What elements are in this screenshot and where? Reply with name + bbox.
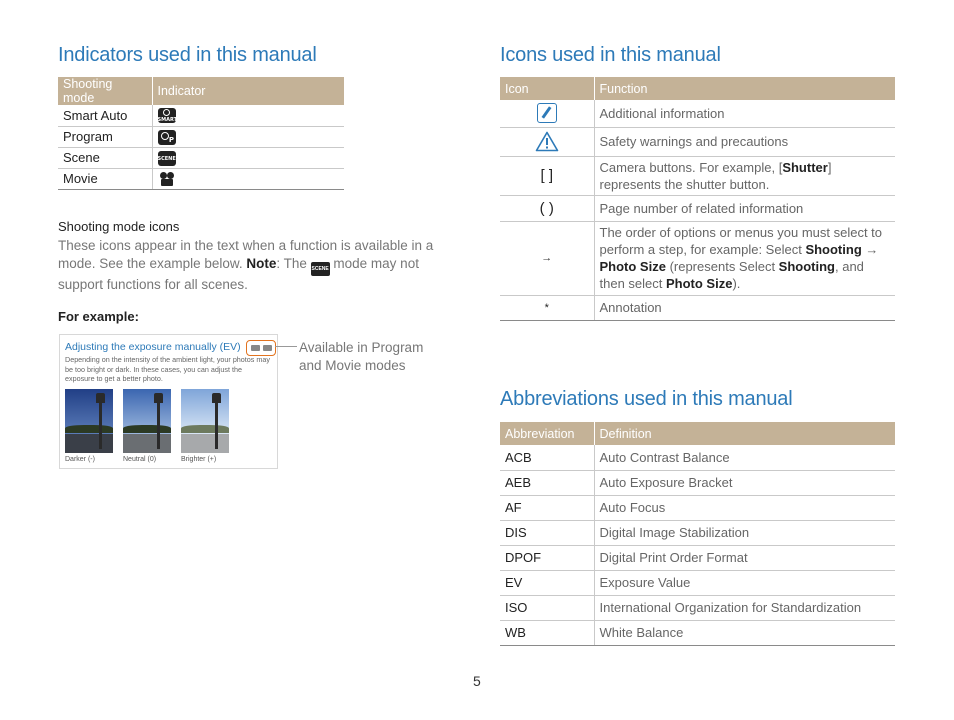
abbreviation: DIS xyxy=(500,520,594,545)
table-row xyxy=(500,100,895,127)
abbreviations-table xyxy=(500,422,895,646)
neutral-photo xyxy=(123,389,171,453)
asterisk-symbol: * xyxy=(500,295,594,320)
table-row xyxy=(500,545,895,570)
program-mode-icon xyxy=(251,345,260,351)
text-part: , and then select xyxy=(599,259,864,291)
mode-name: Scene xyxy=(58,147,152,168)
table-header-row xyxy=(58,77,344,105)
photo-caption: Brighter (+) xyxy=(181,456,217,463)
function-text xyxy=(594,156,895,195)
abbreviation: ACB xyxy=(500,445,594,470)
definition: Auto Exposure Bracket xyxy=(594,470,895,495)
button-name: Shutter xyxy=(782,159,828,175)
text-part: ] represents the shutter button. xyxy=(599,159,832,192)
abbreviation: ISO xyxy=(500,595,594,620)
definition: Auto Contrast Balance xyxy=(594,445,895,470)
column-header: Abbreviation xyxy=(500,422,594,445)
table-row xyxy=(500,570,895,595)
column-header: Shooting mode xyxy=(58,77,152,105)
function-text: Additional information xyxy=(594,100,895,127)
photo-caption: Neutral (0) xyxy=(123,456,157,463)
abbreviation: DPOF xyxy=(500,545,594,570)
function-text: Safety warnings and precautions xyxy=(594,127,895,156)
warning-icon xyxy=(535,131,559,152)
indicators-table xyxy=(58,77,344,190)
arrow-symbol: → xyxy=(500,221,594,295)
text-part: (represents Select xyxy=(665,259,779,274)
example-title: Adjusting the exposure manually (EV) xyxy=(65,341,241,353)
definition: White Balance xyxy=(594,620,895,645)
table-row xyxy=(58,105,344,126)
table-row xyxy=(500,221,895,295)
movie-mode-icon xyxy=(158,172,176,187)
definition: Digital Image Stabilization xyxy=(594,520,895,545)
note-label: Note xyxy=(246,256,277,271)
indicator-cell xyxy=(152,168,344,189)
callout-line xyxy=(275,346,297,347)
brighter-photo xyxy=(181,389,229,453)
description-text: : The xyxy=(276,256,311,271)
table-row xyxy=(500,595,895,620)
function-text xyxy=(594,221,895,295)
definition: Auto Focus xyxy=(594,495,895,520)
indicators-title: Indicators used in this manual xyxy=(58,44,317,66)
text-part: → xyxy=(861,242,879,257)
table-row xyxy=(58,147,344,168)
definition: Digital Print Order Format xyxy=(594,545,895,570)
darker-photo xyxy=(65,389,113,453)
table-header-row xyxy=(500,77,895,100)
bracket-symbol: [ ] xyxy=(500,156,594,195)
text-part: The order of options or menus you must select to perform a step, for example: Select xyxy=(599,225,883,257)
indicator-cell xyxy=(152,105,344,126)
example-text: Depending on the intensity of the ambient light, your photos may be too bright or dark. In these cases, you can adjust the exposure to get a better photo. xyxy=(65,355,270,383)
table-row xyxy=(500,520,895,545)
table-row xyxy=(500,195,895,221)
smart-auto-mode-icon xyxy=(158,108,176,123)
table-header-row xyxy=(500,422,895,445)
table-row xyxy=(58,126,344,147)
definition: International Organization for Standardization xyxy=(594,595,895,620)
mode-icon-tag: SMART xyxy=(157,117,177,124)
column-header: Icon xyxy=(500,77,594,100)
shooting-mode-icons-heading: Shooting mode icons xyxy=(58,219,180,234)
description-text: mode may not support functions for all scenes. xyxy=(58,256,419,292)
mode-name: Smart Auto xyxy=(58,105,152,126)
table-row xyxy=(500,156,895,195)
menu-name: Photo Size xyxy=(599,259,666,274)
menu-name: Shooting xyxy=(778,259,835,274)
icons-table xyxy=(500,77,895,321)
mode-availability-badge xyxy=(246,340,276,356)
parenthesis-symbol: ( ) xyxy=(500,195,594,221)
icon-cell xyxy=(500,100,594,127)
text-part: ). xyxy=(732,276,741,291)
callout-text: Available in Program and Movie modes xyxy=(299,340,424,373)
mode-icon-tag: SCENE xyxy=(157,155,176,162)
description-text: These icons appear in the text when a function is available in a mode. See the example below. xyxy=(58,238,434,271)
icons-title: Icons used in this manual xyxy=(500,44,721,66)
photo-caption: Darker (-) xyxy=(65,456,95,463)
program-mode-icon xyxy=(158,130,176,145)
scene-mode-icon: SCENE xyxy=(311,262,330,276)
example-card xyxy=(59,334,278,469)
movie-mode-icon xyxy=(263,345,272,351)
info-icon xyxy=(537,103,557,123)
menu-name: Photo Size xyxy=(666,276,733,291)
abbreviation: WB xyxy=(500,620,594,645)
column-header: Definition xyxy=(594,422,895,445)
indicator-cell xyxy=(152,126,344,147)
abbreviation: AF xyxy=(500,495,594,520)
shooting-mode-description xyxy=(58,237,438,294)
table-row xyxy=(58,168,344,189)
column-header: Indicator xyxy=(152,77,344,105)
definition: Exposure Value xyxy=(594,570,895,595)
scene-mode-icon xyxy=(158,151,176,166)
abbreviation: AEB xyxy=(500,470,594,495)
table-row xyxy=(500,445,895,470)
mode-icon-tag: P xyxy=(168,135,175,144)
indicator-cell xyxy=(152,147,344,168)
mode-name: Program xyxy=(58,126,152,147)
abbreviations-title: Abbreviations used in this manual xyxy=(500,388,793,410)
table-row xyxy=(500,620,895,645)
menu-name: Shooting xyxy=(805,242,862,257)
function-text: Annotation xyxy=(594,295,895,320)
icon-cell xyxy=(500,127,594,156)
for-example-label: For example: xyxy=(58,309,139,324)
column-header: Function xyxy=(594,77,895,100)
table-row xyxy=(500,127,895,156)
text-part: Camera buttons. For example, [ xyxy=(599,159,783,175)
abbreviation: EV xyxy=(500,570,594,595)
table-row xyxy=(500,495,895,520)
mode-name: Movie xyxy=(58,168,152,189)
table-row xyxy=(500,295,895,320)
table-row xyxy=(500,470,895,495)
function-text: Page number of related information xyxy=(594,195,895,221)
page-number: 5 xyxy=(473,673,481,689)
